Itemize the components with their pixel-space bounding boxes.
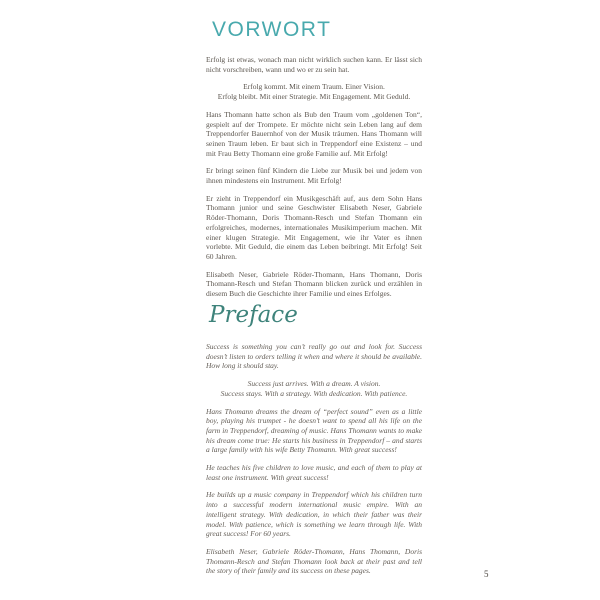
- vorwort-paragraph: Er bringt seinen fünf Kindern die Liebe zur Musik bei und jedem von ihnen mindestens ein Instrument. Mit Erfolg!: [206, 166, 422, 186]
- preface-paragraph: He builds up a music company in Treppendorf which his children turn into a successful modern international music empire. With an intelligent strategy. With dedication, in which their father was their model. With patience, which is something we learn through life. With great success! For 60 years.: [206, 490, 422, 539]
- vorwort-paragraph: Er zieht in Treppendorf ein Musikgeschäft auf, aus dem Sohn Hans Thomann junior und seine Geschwister Elisabeth Neser, Gabriele Röder-Thomann, Doris Thomann-Resch und Stefan Thomann ein erfolgreiches, modernes, internationales Musikimperium machen. Mit einer klugen Strategie. Mit Engagement, wie ihr Vater es ihnen vorlebte. Mit Geduld, die einem das Leben beibringt. Mit Erfolg! Seit 60 Jahren.: [206, 193, 422, 261]
- vorwort-paragraph: Hans Thomann hatte schon als Bub den Traum vom „goldenen Ton“, gespielt auf der Trompete. Er möchte nicht sein Leben lang auf dem Treppendorfer Bauernhof von der Musik träumen. Hans Thomann will seinen Traum leben. Er baut sich in Treppendorf eine Existenz – und mit Frau Betty Thomann eine große Familie auf. Mit Erfolg!: [206, 109, 422, 158]
- preface-stanza-line: Success just arrives. With a dream. A vision.: [247, 379, 381, 389]
- preface-title: Preface: [209, 302, 298, 328]
- preface-stanza: [206, 379, 422, 398]
- preface-paragraph: Hans Thomann dreams the dream of “perfect sound” even as a little boy, playing his trumpet - he doesn’t want to spend all his life on the farm in Treppendorf, dreaming of music. Hans Thomann wants to make his dream come true: He starts his business in Treppendorf – and starts a large family with his wife Betty Thomann. With great success!: [206, 406, 422, 455]
- vorwort-title: VORWORT: [212, 18, 332, 41]
- vorwort-paragraph: Elisabeth Neser, Gabriele Röder-Thomann, Hans Thomann, Doris Thomann-Resch und Stefan Thomann blicken zurück und erzählen in diesem Buch die Geschichte ihrer Familie und eines Erfolges.: [206, 269, 422, 299]
- vorwort-stanza-line: Erfolg kommt. Mit einem Traum. Einer Vision.: [243, 82, 385, 92]
- preface-intro-paragraph: Success is something you can’t really go out and look for. Success doesn’t listen to orders telling it when and where it should be available. How long it should stay.: [206, 342, 422, 371]
- preface-stanza-line: Success stays. With a strategy. With dedication. With patience.: [220, 388, 408, 398]
- vorwort-section: [206, 18, 422, 307]
- preface-paragraph: Elisabeth Neser, Gabriele Röder-Thomann, Hans Thomann, Doris Thomann-Resch and Stefan Thomann look back at their past and tell the story of their family and its success on these pages.: [206, 546, 422, 576]
- vorwort-stanza-line: Erfolg bleibt. Mit einer Strategie. Mit Engagement. Mit Geduld.: [217, 92, 411, 102]
- vorwort-intro-paragraph: Erfolg ist etwas, wonach man nicht wirklich suchen kann. Er lässt sich nicht vorschreiben, wann und wo er zu sein hat.: [206, 55, 422, 74]
- vorwort-stanza: [206, 82, 422, 101]
- preface-section: [206, 302, 422, 584]
- page-number: 5: [484, 569, 489, 579]
- preface-paragraph: He teaches his five children to love music, and each of them to play at least one instrument. With great success!: [206, 463, 422, 482]
